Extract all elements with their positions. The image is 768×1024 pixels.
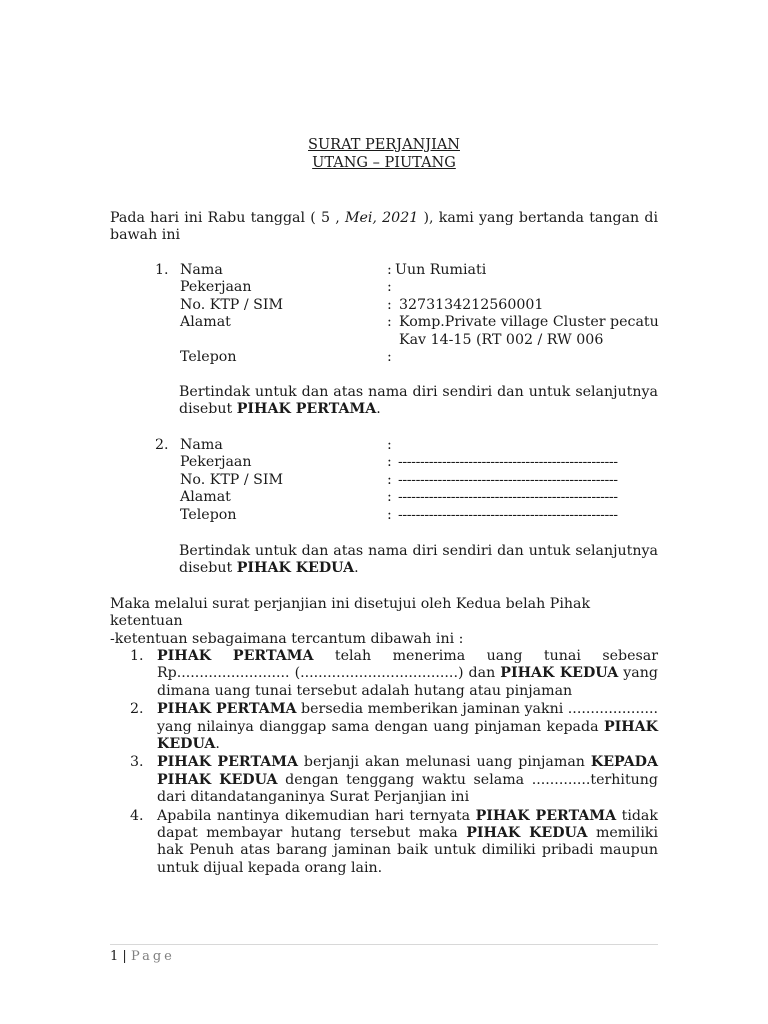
field-colon: : <box>387 314 392 331</box>
term-text: Apabila nantinya dikemudian hari ternyata <box>157 807 476 824</box>
party-one-row-ktp <box>155 297 658 314</box>
field-label: Telepon <box>180 348 237 365</box>
party-two-block <box>155 437 658 524</box>
party-two-row-nama <box>155 437 658 454</box>
party-one-row-pekerjaan <box>155 279 658 296</box>
field-label: Nama <box>180 437 223 453</box>
party-two-row-alamat <box>155 489 658 506</box>
field-label: Alamat <box>180 489 231 506</box>
intro-date: Mei, 2021 <box>344 210 419 226</box>
field-label: Nama <box>180 262 223 278</box>
term-text: dengan tenggang waktu selama .............terhitung dari ditandatanganinya Surat Perjanjian ini <box>157 771 659 806</box>
term-number: 2. <box>130 701 144 718</box>
field-label: No. KTP / SIM <box>180 296 283 313</box>
lead-line-2: -ketentuan sebagaimana tercantum dibawah ini : <box>110 630 464 647</box>
term-item <box>130 754 658 806</box>
field-value-blank-line: -------------------------------------------------- <box>398 489 618 506</box>
field-label: Pekerjaan <box>180 279 252 296</box>
field-value: Komp.Private village Cluster pecatu Kav 14-15 (RT 002 / RW 006 <box>399 314 659 348</box>
term-text: tidak dapat membayar hutang tersebut maka <box>157 807 658 842</box>
field-value-blank-line: -------------------------------------------------- <box>398 506 618 523</box>
party-one-row-telepon <box>155 349 658 366</box>
field-value: Uun Rumiati <box>395 262 487 278</box>
party-one-number: 1. <box>155 262 169 278</box>
term-item <box>130 701 658 753</box>
term-party-name: KEPADA PIHAK KEDUA <box>157 754 658 788</box>
statement-end: . <box>376 401 381 418</box>
field-label: Pekerjaan <box>180 454 252 471</box>
field-label: Telepon <box>180 506 237 523</box>
party-two-row-pekerjaan <box>155 454 658 471</box>
term-item <box>130 808 658 878</box>
term-number: 3. <box>130 754 144 771</box>
term-item <box>130 648 658 700</box>
party-one-row-alamat <box>155 314 658 349</box>
term-party-name: PIHAK PERTAMA <box>157 754 298 771</box>
field-value-blank-line: -------------------------------------------------- <box>398 471 618 488</box>
party-two-designation: PIHAK KEDUA <box>236 560 355 577</box>
party-two-number: 2. <box>155 437 169 453</box>
term-number: 1. <box>130 648 144 664</box>
statement-end: . <box>354 560 359 577</box>
term-text: berjanji akan melunasi uang pinjaman <box>297 754 591 771</box>
footer-separator: | <box>118 949 131 964</box>
term-text: . <box>215 736 220 753</box>
field-colon: : <box>387 489 392 506</box>
party-one-statement <box>179 384 658 419</box>
lead-line-1: Maka melalui surat perjanjian ini disetujui oleh Kedua belah Pihak ketentuan <box>110 596 591 630</box>
term-party-name: PIHAK PERTAMA <box>157 648 314 664</box>
document-title-line2: UTANG – PIUTANG <box>312 155 456 171</box>
party-two-row-telepon <box>155 507 658 524</box>
field-label: No. KTP / SIM <box>180 471 283 488</box>
page-label: Page <box>130 949 175 964</box>
intro-text-start: Pada hari ini Rabu tanggal ( 5 , <box>110 210 345 226</box>
field-label: Alamat <box>180 314 231 331</box>
term-text: memiliki hak Penuh atas barang jaminan baik untuk dimiliki pribadi maupun untuk dijual kepada orang lain. <box>157 825 658 876</box>
party-one-row-nama <box>155 262 658 279</box>
intro-paragraph <box>110 210 658 245</box>
page-footer <box>110 948 175 965</box>
statement-text: Bertindak untuk dan atas nama diri sendiri dan untuk selanjutnya disebut <box>179 543 658 577</box>
term-party-name: PIHAK KEDUA <box>157 718 658 753</box>
party-one-block <box>155 262 658 366</box>
terms-list <box>130 648 658 878</box>
field-value-blank-line: -------------------------------------------------- <box>398 454 618 471</box>
footer-divider <box>110 944 658 945</box>
field-colon: : <box>387 348 392 365</box>
statement-text: Bertindak untuk dan atas nama diri sendiri dan untuk selanjutnya disebut <box>179 384 658 418</box>
party-two-statement <box>179 543 658 578</box>
term-party-name: PIHAK KEDUA <box>466 825 588 842</box>
field-colon: : <box>387 279 392 296</box>
term-party-name: PIHAK KEDUA <box>500 665 619 682</box>
field-colon: : <box>387 262 392 278</box>
intro-text-end: ), kami yang bertanda tangan di bawah ini <box>110 210 658 244</box>
term-text: bersedia memberikan jaminan yakni .................... yang nilainya dianggap sama dengan uang pinjaman kepada <box>157 701 658 735</box>
term-text: yang dimana uang tunai tersebut adalah hutang atau pinjaman <box>157 665 658 699</box>
field-colon: : <box>387 506 392 523</box>
field-value: 3273134212560001 <box>399 296 544 313</box>
term-party-name: PIHAK PERTAMA <box>157 701 297 718</box>
page-number: 1 <box>110 949 119 964</box>
field-colon: : <box>387 454 392 471</box>
term-text: telah menerima uang tunai sebesar Rp......................... (...................................) dan <box>157 648 658 682</box>
field-colon: : <box>387 471 392 488</box>
field-colon: : <box>387 437 392 453</box>
document-title-line1: SURAT PERJANJIAN <box>308 137 460 153</box>
term-party-name: PIHAK PERTAMA <box>475 807 617 824</box>
party-one-designation: PIHAK PERTAMA <box>236 401 377 418</box>
terms-lead-in <box>110 596 658 648</box>
party-two-row-ktp <box>155 472 658 489</box>
term-number: 4. <box>130 807 144 824</box>
field-colon: : <box>387 296 392 313</box>
